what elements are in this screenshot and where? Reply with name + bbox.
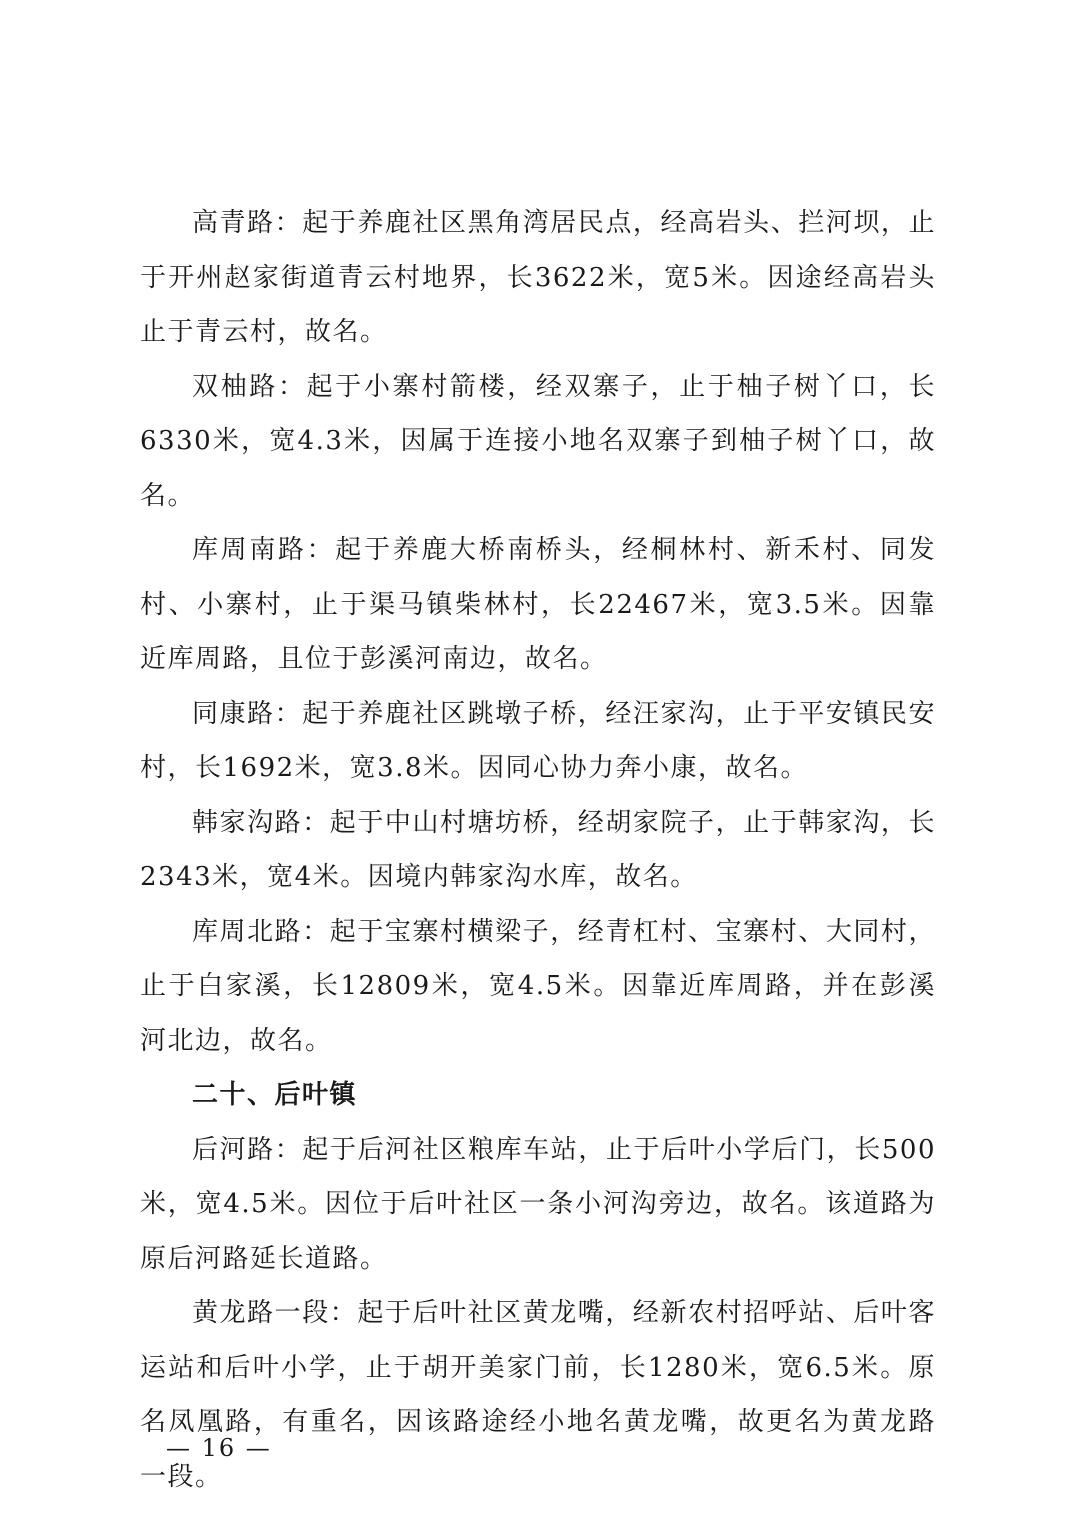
paragraph-huanglong-road: 黄龙路一段：起于后叶社区黄龙嘴，经新农村招呼站、后叶客运站和后叶小学，止于胡开美家门前，长1280米，宽6.5米。原名凤凰路，有重名，因该路途经小地名黄龙嘴，故更名为黄龙路一段。 [140, 1298, 936, 1492]
paragraph-tongkang-road: 同康路：起于养鹿社区跳墩子桥，经汪家沟，止于平安镇民安村，长1692米，宽3.8米。因同心协力奔小康，故名。 [140, 698, 936, 783]
paragraph-kuzhou-south-road: 库周南路：起于养鹿大桥南桥头，经桐林村、新禾村、同发村、小寨村，止于渠马镇柴林村，长22467米，宽3.5米。因靠近库周路，且位于彭溪河南边，故名。 [140, 535, 936, 674]
paragraph-shuangyou-road: 双柚路：起于小寨村箭楼，经双寨子，止于柚子树丫口，长6330米，宽4.3米，因属于连接小地名双寨子到柚子树丫口，故名。 [140, 371, 936, 511]
section-heading: 二十、后叶镇 [192, 1080, 358, 1110]
paragraph-houhe-road: 后河路：起于后河社区粮库车站，止于后叶小学后门，长500米，宽4.5米。因位于后叶社区一条小河沟旁边，故名。该道路为原后河路延长道路。 [140, 1134, 936, 1274]
paragraph-kuzhou-north-road: 库周北路：起于宝寨村横梁子，经青杠村、宝寨村、大同村，止于白家溪，长12809米，宽4.5米。因靠近库周路，并在彭溪河北边，故名。 [140, 916, 936, 1056]
document-body [140, 196, 936, 1504]
paragraph-gaoqing-road: 高青路：起于养鹿社区黑角湾居民点，经高岩头、拦河坝，止于开州赵家街道青云村地界，长3622米，宽5米。因途经高岩头止于青云村，故名。 [140, 208, 936, 347]
page-number: — 16 — [166, 1434, 272, 1462]
paragraph-hanjiagou-road: 韩家沟路：起于中山村塘坊桥，经胡家院子，止于韩家沟，长2343米，宽4米。因境内韩家沟水库，故名。 [140, 807, 936, 892]
